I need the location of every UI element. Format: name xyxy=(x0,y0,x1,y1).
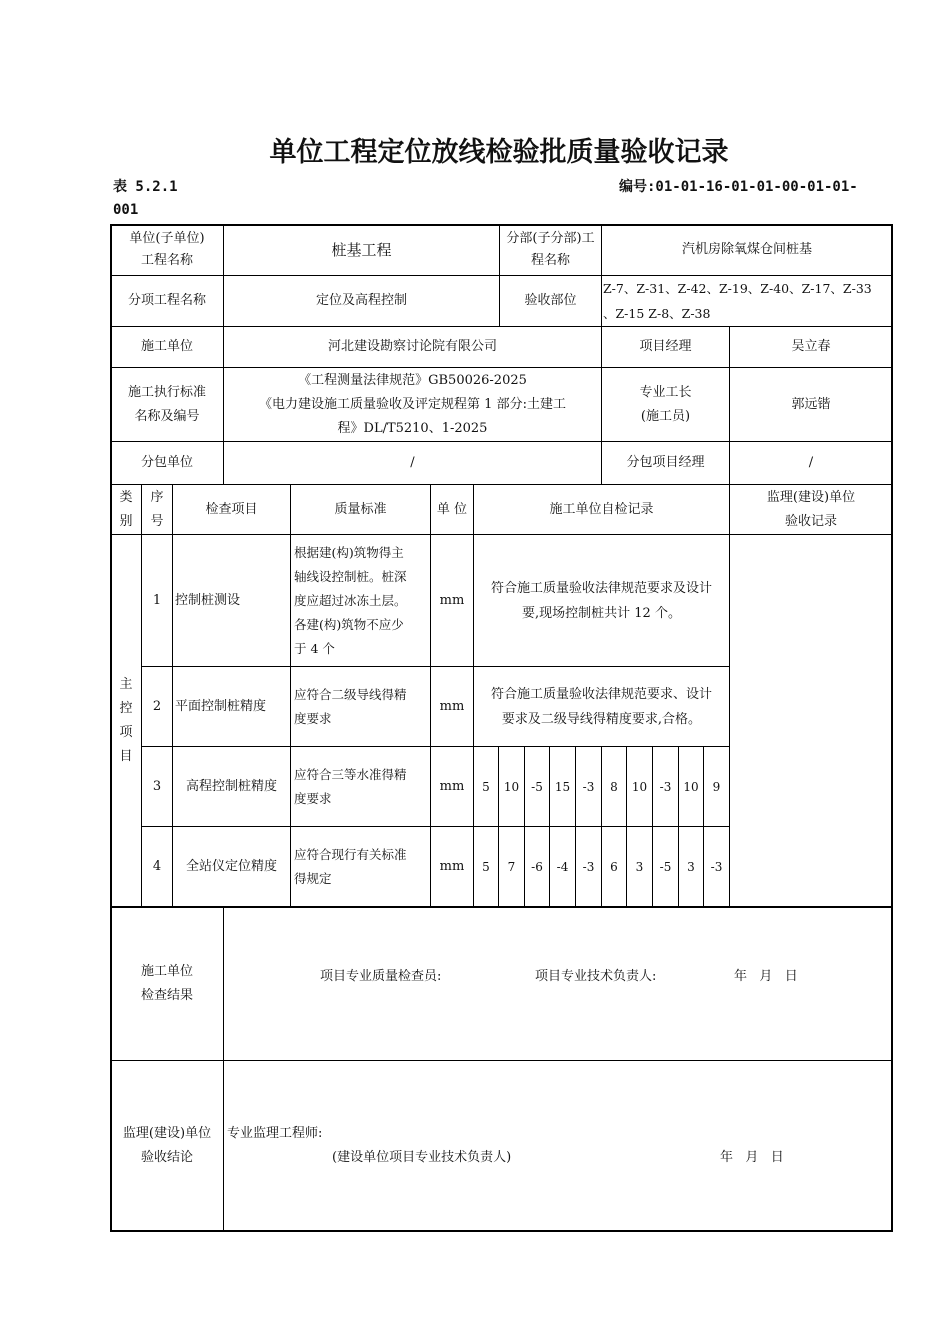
standard-line: 根据建(构)筑物得主 xyxy=(294,544,404,560)
row-2-standard xyxy=(294,667,430,746)
document-code-continued: 001 xyxy=(113,202,139,218)
row-4-value: -5 xyxy=(659,859,672,874)
row-4-value: 3 xyxy=(635,859,644,874)
foreman-value: 郭远锴 xyxy=(791,396,831,412)
record-line: 符合施工质量验收法律规范要求及设计 xyxy=(490,580,712,596)
unit-name-label-line2: 工程名称 xyxy=(140,253,193,268)
standard-line1: 《工程测量法律规范》GB50026-2025 xyxy=(298,372,527,388)
row-4-value: 5 xyxy=(482,859,490,874)
unit-name-label-line1: 单位(子单位) xyxy=(129,231,205,246)
standard-value xyxy=(224,368,601,441)
row-3-value: 10 xyxy=(631,779,648,794)
document-code: 编号:01-01-16-01-01-00-01-01- xyxy=(619,179,858,195)
standard-line: 度应超过冰冻土层。 xyxy=(294,592,407,608)
sequence-header-line2: 号 xyxy=(150,513,164,529)
item-name-value: 定位及高程控制 xyxy=(315,293,407,308)
row-4-standard xyxy=(294,827,430,906)
row-4-value: 6 xyxy=(610,859,618,874)
row-4-value: -4 xyxy=(556,859,569,874)
category-char: 目 xyxy=(119,748,133,764)
subcontractor-value: / xyxy=(410,455,415,470)
row-4-value: -3 xyxy=(710,859,723,874)
check-result-label xyxy=(111,908,223,1060)
category-header-line2: 别 xyxy=(119,513,133,529)
supervisor-header-line1: 监理(建设)单位 xyxy=(766,489,856,505)
row-1-record xyxy=(474,535,729,666)
table-number: 表 5.2.1 xyxy=(113,179,178,195)
standard-label-line2: 名称及编号 xyxy=(134,408,200,424)
standard-line2: 《电力建设施工质量验收及评定规程第 1 部分:土建工 xyxy=(259,396,566,412)
sequence-header-line1: 序 xyxy=(150,489,164,505)
foreman-label-line1: 专业工长 xyxy=(639,384,692,400)
row-4-value: -6 xyxy=(531,859,543,874)
inspection-part-line2: 、Z-15 Z-8、Z-38 xyxy=(603,306,711,321)
conclusion-date: 年 月 日 xyxy=(720,1150,784,1165)
row-3-value: 5 xyxy=(482,779,490,794)
row-4-item: 全站仪定位精度 xyxy=(185,858,277,874)
project-manager-value: 吴立春 xyxy=(791,339,831,354)
check-result-label-line1: 施工单位 xyxy=(140,964,193,979)
row-3-standard xyxy=(294,747,430,826)
row-3-value: 8 xyxy=(610,779,618,794)
record-line: 要求及二级导线得精度要求,合格。 xyxy=(501,711,702,727)
row-1-standard xyxy=(294,535,430,666)
foreman-label-line2: (施工员) xyxy=(640,408,691,424)
supervisor-conclusion-label-line2: 验收结论 xyxy=(140,1150,193,1165)
standard-line: 应符合二级导线得精 xyxy=(294,686,407,702)
row-2-unit: mm xyxy=(439,698,465,714)
standard-line: 应符合三等水准得精 xyxy=(294,766,407,782)
subcontractor-pm-label: 分包项目经理 xyxy=(626,455,705,470)
inspection-part-label: 验收部位 xyxy=(524,293,577,308)
row-3-value: 10 xyxy=(683,779,699,794)
row-3-value: 15 xyxy=(554,779,571,794)
check-result-label-line2: 检查结果 xyxy=(140,988,193,1003)
row-1-item: 控制桩测设 xyxy=(175,592,241,608)
standard-line3: 程》DL/T5210、1-2025 xyxy=(337,420,488,436)
supervising-engineer-signature: 专业监理工程师: xyxy=(227,1126,323,1141)
row-3-value: -3 xyxy=(659,779,672,794)
category-header xyxy=(111,485,141,534)
check-result-date: 年 月 日 xyxy=(734,969,798,984)
project-manager-label: 项目经理 xyxy=(639,339,692,354)
standard-line: 得规定 xyxy=(294,870,332,886)
row-4-unit: mm xyxy=(439,858,465,874)
sequence-header xyxy=(142,485,172,534)
check-item-header: 检查项目 xyxy=(205,501,258,517)
standard-label-line1: 施工执行标准 xyxy=(127,384,206,400)
row-2-record xyxy=(474,667,729,746)
row-3-value: -3 xyxy=(582,779,595,794)
quality-standard-header: 质量标准 xyxy=(334,501,387,517)
unit-name-value: 桩基工程 xyxy=(331,241,392,259)
foreman-label xyxy=(602,368,729,441)
item-name-label: 分项工程名称 xyxy=(127,293,206,308)
row-4-value: 7 xyxy=(507,859,516,874)
subcontractor-label: 分包单位 xyxy=(140,455,193,470)
document-title: 单位工程定位放线检验批质量验收记录 xyxy=(269,137,729,168)
main-control-category xyxy=(111,535,141,906)
row-3-item: 高程控制桩精度 xyxy=(185,778,277,794)
inspection-part-value xyxy=(603,276,893,326)
unit-header: 单 位 xyxy=(436,501,468,517)
subdivision-label-line2: 程名称 xyxy=(530,253,570,268)
row-4-value: -3 xyxy=(582,859,595,874)
standard-line: 度要求 xyxy=(294,710,332,726)
supervisor-header xyxy=(730,485,892,534)
record-line: 符合施工质量验收法律规范要求、设计 xyxy=(490,686,712,702)
standard-line: 各建(构)筑物不应少 xyxy=(294,616,404,632)
standard-line: 轴线设控制桩。桩深 xyxy=(294,568,407,584)
row-1-unit: mm xyxy=(439,592,465,608)
row-3-value: 9 xyxy=(712,779,721,794)
row-2-seq: 2 xyxy=(152,698,162,714)
category-char: 项 xyxy=(119,724,133,740)
subcontractor-pm-value: / xyxy=(808,455,814,470)
category-header-line1: 类 xyxy=(119,489,133,505)
category-char: 主 xyxy=(119,676,133,692)
contractor-value: 河北建设勘察讨论院有限公司 xyxy=(327,339,497,354)
row-3-value: 10 xyxy=(503,779,520,794)
record-line: 要,现场控制桩共计 12 个。 xyxy=(522,605,681,621)
tech-lead-signature: 项目专业技术负责人: xyxy=(535,969,657,984)
inspection-part-line1: Z-7、Z-31、Z-42、Z-19、Z-40、Z-17、Z-33 xyxy=(603,281,872,296)
quality-inspector-signature: 项目专业质量检查员: xyxy=(320,969,442,984)
contractor-label: 施工单位 xyxy=(140,339,193,354)
standard-line: 应符合现行有关标准 xyxy=(294,846,407,862)
row-3-value: -5 xyxy=(531,779,543,794)
category-char: 控 xyxy=(119,700,133,716)
standard-line: 于 4 个 xyxy=(294,640,335,656)
supervisor-header-line2: 验收记录 xyxy=(784,513,837,529)
self-check-header: 施工单位自检记录 xyxy=(549,501,654,517)
row-3-unit: mm xyxy=(439,778,465,794)
unit-name-label xyxy=(111,225,223,275)
subdivision-label xyxy=(500,225,601,275)
subdivision-label-line1: 分部(子分部)工 xyxy=(506,231,595,246)
row-3-seq: 3 xyxy=(152,778,162,794)
row-2-item: 平面控制桩精度 xyxy=(175,698,267,714)
supervisor-conclusion-label xyxy=(111,1061,223,1231)
standard-line: 度要求 xyxy=(294,790,332,806)
row-4-value: 3 xyxy=(687,859,695,874)
subdivision-value: 汽机房除氧煤仓间桩基 xyxy=(681,242,812,257)
standard-label xyxy=(111,368,223,441)
owner-tech-lead-signature: (建设单位项目专业技术负责人) xyxy=(332,1150,512,1165)
supervisor-conclusion-label-line1: 监理(建设)单位 xyxy=(122,1126,212,1141)
row-4-seq: 4 xyxy=(152,858,162,874)
row-1-seq: 1 xyxy=(152,592,162,608)
